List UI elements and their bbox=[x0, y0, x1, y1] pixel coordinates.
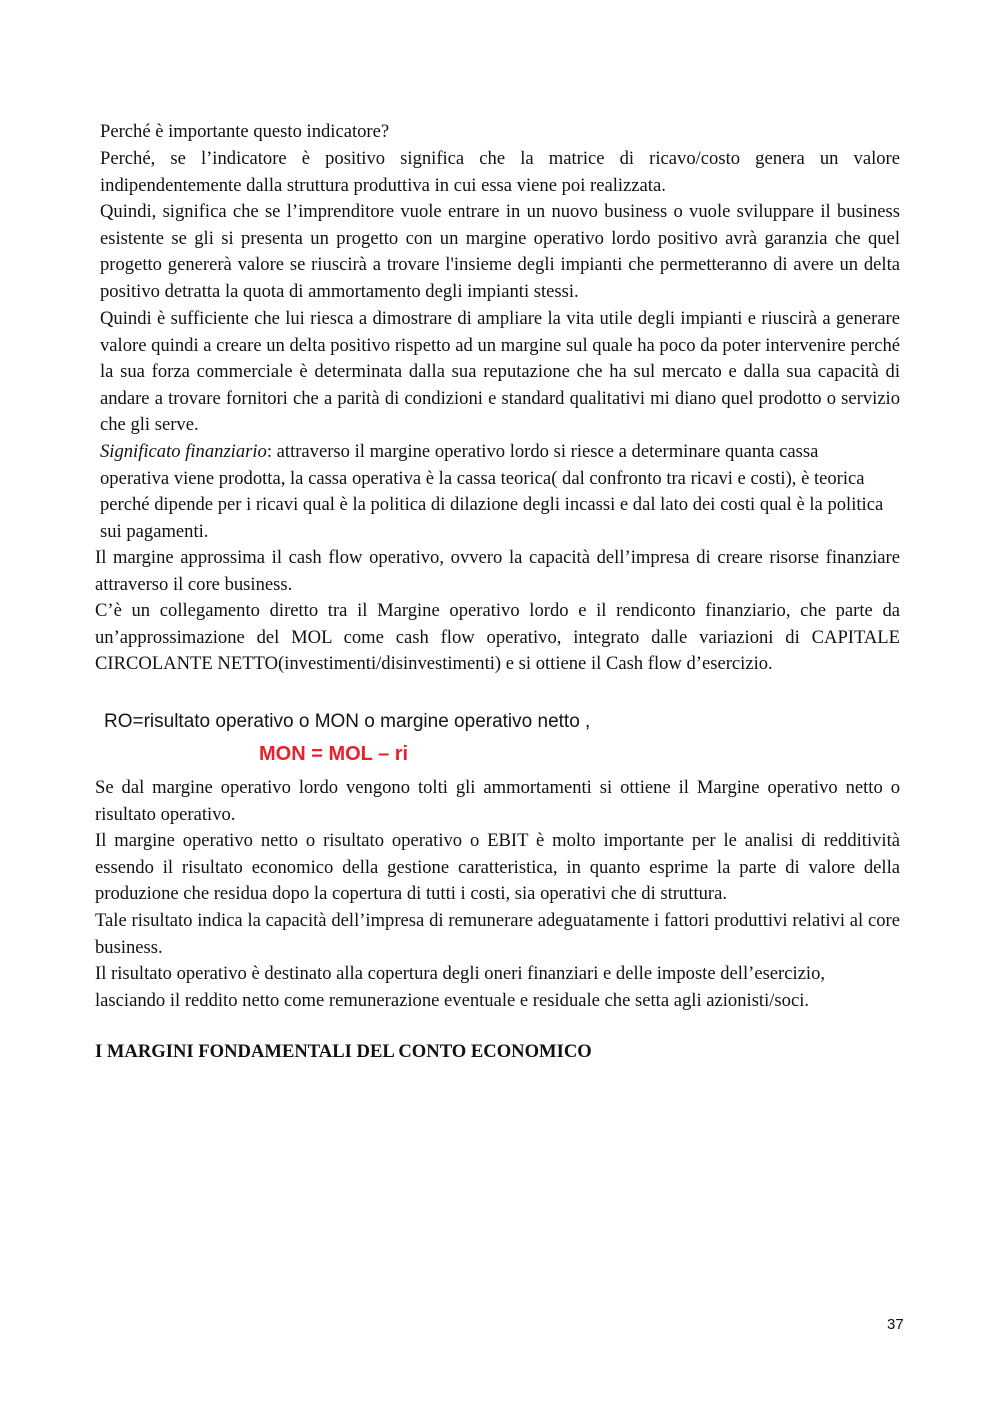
paragraph-cash-flow: Il margine approssima il cash flow operativo, ovvero la capacità dell’impresa di creare risorse finanziare attraverso il core business. bbox=[95, 547, 900, 595]
section-heading: I MARGINI FONDAMENTALI DEL CONTO ECONOMICO bbox=[95, 1041, 592, 1062]
paragraph-financial-statement: C’è un collegamento diretto tra il Margine operativo lordo e il rendiconto finanziario, che parte da un’approssimazione del MOL come cash flow operativo, integrato dalle variazioni di CAPITALE CIRCOLANTE NETTO(investimenti/disinvestimenti) e si ottiene il Cash flow d’esercizio. bbox=[95, 600, 900, 675]
page-number: 37 bbox=[887, 1316, 904, 1333]
paragraph-question: Perché è importante questo indicatore? bbox=[100, 121, 390, 142]
paragraph-remuneration: Tale risultato indica la capacità dell’impresa di remunerare adeguatamente i fattori produttivi relativi al core business. bbox=[95, 910, 900, 958]
financial-meaning-text: : attraverso il margine operativo lordo si riesce a determinare quanta cassa operativa viene prodotta, la cassa operativa è la cassa teorica( dal confronto tra ricavi e costi), è teorica perché dipende per i ricavi qual è la politica di dilazione degli incassi e dal lato dei costi qual è la politica sui pagamenti. bbox=[100, 441, 884, 542]
paragraph-business-project: Quindi, significa che se l’imprenditore vuole entrare in un nuovo business o vuole sviluppare il business esistente se gli si presenta un progetto con un margine operativo lordo positivo avrà garanzia che quel progetto genererà valore se riuscirà a trovare l'insieme degli impianti che permetteranno di avere un delta positivo detratta la quota di ammortamento degli impianti stessi. bbox=[100, 201, 900, 302]
paragraph-net-margin: Se dal margine operativo lordo vengono tolti gli ammortamenti si ottiene il Margine operativo netto o risultato operativo. bbox=[95, 777, 900, 825]
paragraph-answer: Perché, se l’indicatore è positivo significa che la matrice di ricavo/costo genera un valore indipendentemente dalla struttura produttiva in cui essa viene poi realizzata. bbox=[100, 148, 900, 196]
formula-image bbox=[97, 705, 591, 770]
formula-equation: MON = MOL – ri bbox=[259, 743, 409, 765]
paragraph-operating-result: Il risultato operativo è destinato alla copertura degli oneri finanziari e delle imposte dell’esercizio, lasciando il reddito netto come remunerazione eventuale e residuale che setta agli azionisti/soci. bbox=[95, 963, 826, 1011]
formula-definition: RO=risultato operativo o MON o margine operativo netto , bbox=[104, 711, 591, 732]
financial-meaning-label: Significato finanziario bbox=[100, 441, 267, 462]
paragraph-value-creation: Quindi è sufficiente che lui riesca a dimostrare di ampliare la vita utile degli impianti e riuscirà a generare valore quindi a creare un delta positivo rispetto ad un margine sul quale ha poco da poter intervenire perché la sua forza commerciale è determinata dalla sua reputazione che ha sul mercato e dalla sua capacità di andare a trovare fornitori che a parità di condizioni e standard qualitativi mi diano quel prodotto o servizio che gli serve. bbox=[100, 308, 900, 436]
paragraph-financial-meaning bbox=[100, 439, 890, 545]
paragraph-ebit: Il margine operativo netto o risultato operativo o EBIT è molto importante per le analisi di redditività essendo il risultato economico della gestione caratteristica, in quanto esprime la parte di valore della produzione che residua dopo la copertura di tutti i costi, sia operativi che di struttura. bbox=[95, 830, 900, 905]
